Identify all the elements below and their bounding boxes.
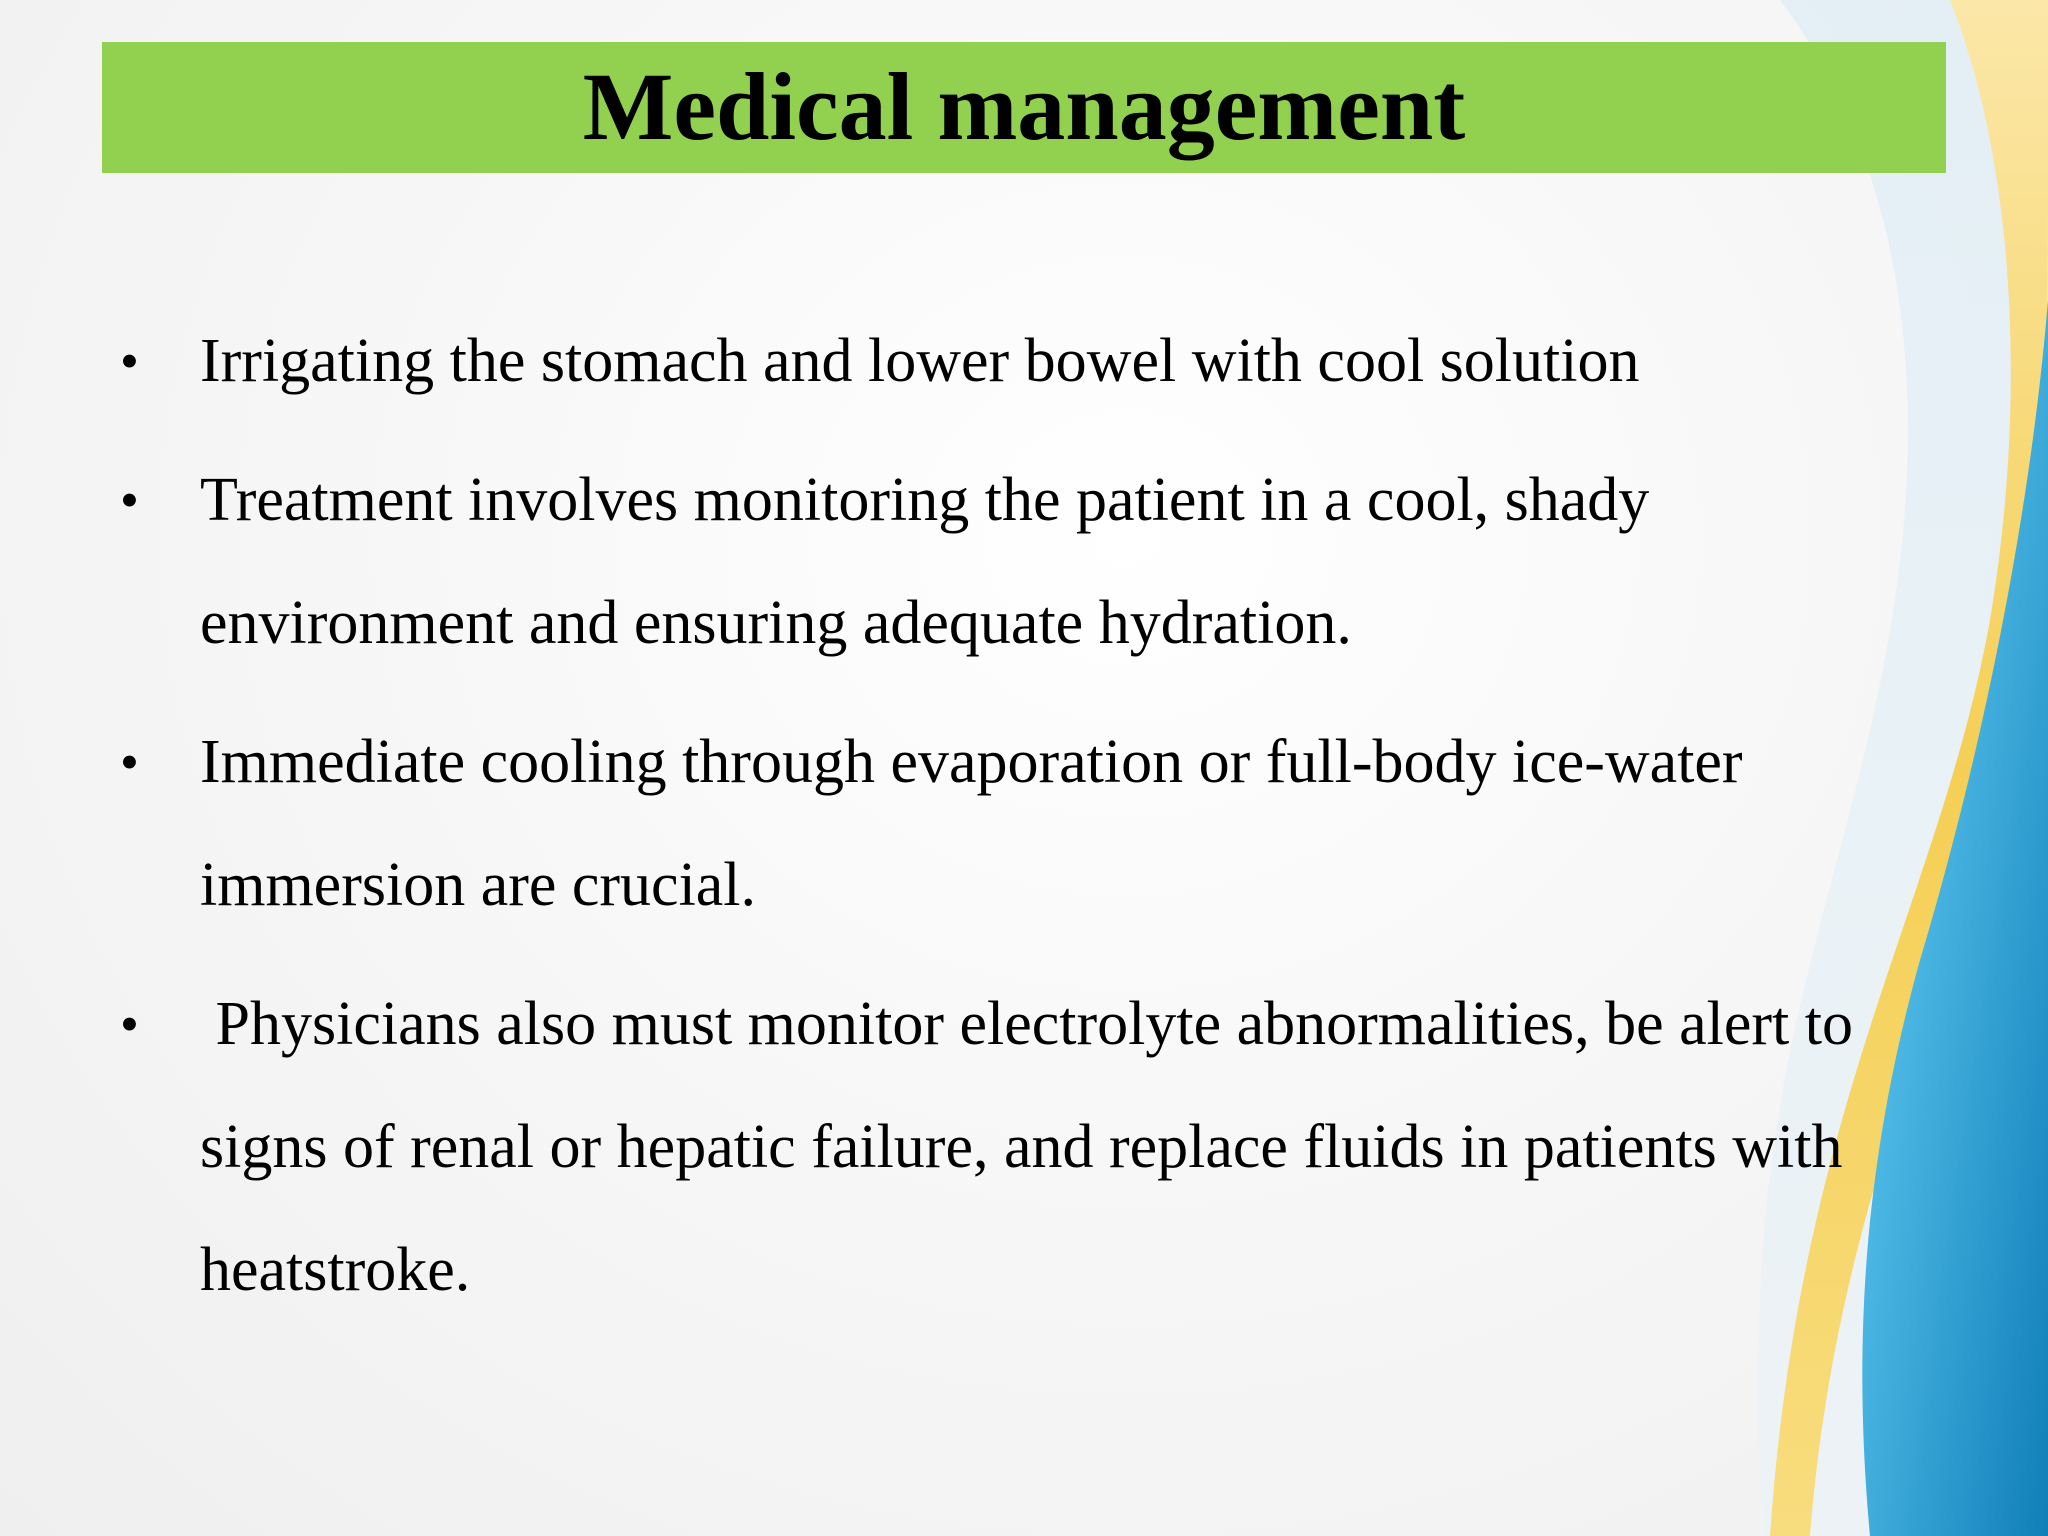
bullet-icon: • [120,331,139,391]
bullet-item [120,439,1920,685]
bullet-text: Treatment involves monitoring the patient in a cool, shady environment and ensuring adequate hydration. [200,466,1650,657]
title-bar [102,42,1946,173]
bullet-icon: • [120,732,139,792]
bullet-list [120,300,1920,1348]
bullet-icon: • [120,470,139,530]
bullet-text: Irrigating the stomach and lower bowel with cool solution [200,327,1640,395]
slide-title: Medical management [582,52,1466,160]
bullet-icon: • [120,994,139,1054]
bullet-item [120,701,1920,947]
bullet-text: Immediate cooling through evaporation or full-body ice-water immersion are crucial. [200,728,1743,919]
bullet-item [120,300,1920,423]
bullet-text: Physicians also must monitor electrolyte abnormalities, be alert to signs of renal or hepatic failure, and replace fluids in patients with heatstroke. [200,990,1869,1304]
bullet-item [120,963,1920,1332]
